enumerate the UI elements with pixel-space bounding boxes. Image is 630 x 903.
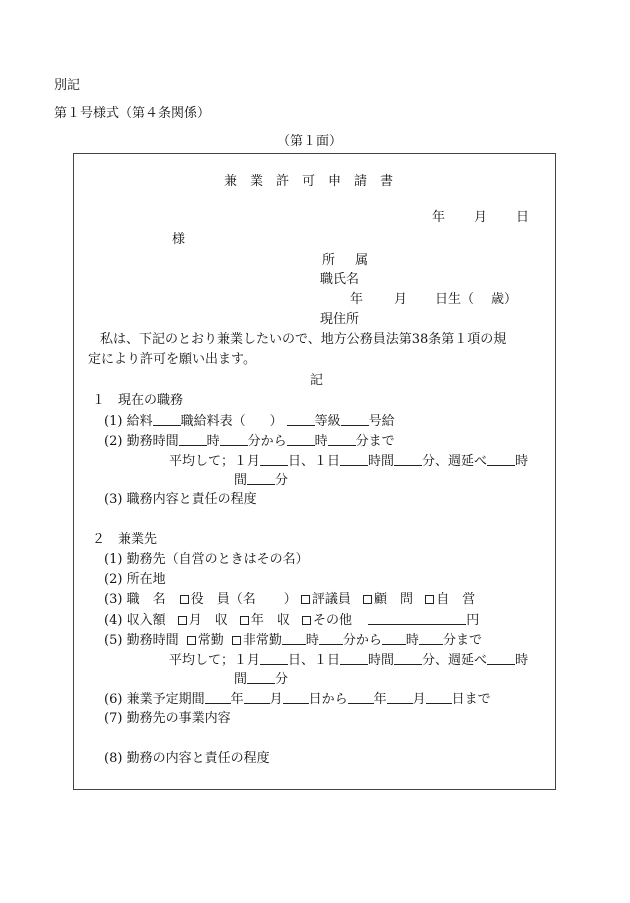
average-label: 平均して；１月	[169, 653, 261, 668]
minute-to-label: 分まで	[442, 633, 482, 648]
item-number: (2)	[104, 434, 123, 449]
blank-field	[319, 632, 343, 645]
hour-label: 時	[515, 454, 529, 469]
grade-label: 等級	[314, 414, 341, 429]
day-label: 日、１日	[288, 454, 341, 469]
sec2-average-line	[169, 652, 528, 669]
hours-suffix: 間	[234, 672, 248, 687]
hour-label: 時	[314, 434, 328, 449]
position-name-label: 職氏名	[320, 272, 360, 287]
sec2-item2	[104, 572, 166, 588]
salary-label: 給料	[126, 414, 153, 429]
item-number: (6)	[104, 692, 123, 707]
blank-field	[328, 433, 356, 446]
blank-field	[340, 453, 368, 466]
sec2-item7	[104, 711, 231, 727]
month-label: 月	[269, 692, 283, 707]
blank-field	[287, 413, 315, 426]
sec2-item1	[104, 552, 309, 568]
sec2-item8	[104, 751, 270, 767]
blank-field	[487, 453, 515, 466]
day-label: 日、１日	[288, 653, 341, 668]
option-councilor[interactable]: 評議員	[301, 592, 351, 607]
item-number: (3)	[104, 492, 123, 507]
birth-year: 年	[350, 292, 364, 307]
blank-field	[394, 652, 422, 665]
sec2-item3	[104, 592, 475, 608]
blank-field	[487, 652, 515, 665]
item-number: (3)	[104, 592, 123, 607]
employer-label: 勤務先（自営のときはその名）	[126, 552, 309, 567]
page-number: （第１面）	[277, 134, 343, 149]
blank-field	[387, 691, 413, 704]
option-annual[interactable]: 年 収	[240, 613, 290, 628]
request-text-line1: 私は、下記のとおり兼業したいので、地方公務員法第38条第１項の規	[100, 332, 507, 347]
birth-age: 歳）	[491, 292, 518, 307]
option-monthly[interactable]: 月 収	[178, 613, 228, 628]
minute-label: 分	[275, 672, 289, 687]
minute-to-label: 分まで	[355, 434, 395, 449]
minute-from-label: 分から	[247, 434, 287, 449]
option-full-time[interactable]: 常勤	[187, 633, 224, 648]
amount-field[interactable]	[368, 612, 466, 625]
birth-day: 日生（	[435, 292, 475, 307]
year-label: 年	[373, 692, 387, 707]
option-advisor[interactable]: 顧 問	[363, 592, 413, 607]
blank-field	[283, 691, 309, 704]
date-month: 月	[474, 210, 488, 225]
blank-field	[282, 632, 306, 645]
checkbox-icon[interactable]	[363, 595, 372, 604]
checkbox-icon[interactable]	[240, 616, 249, 625]
sec1-item3	[104, 492, 257, 508]
item-number: (2)	[104, 572, 123, 587]
blank-field	[247, 671, 275, 684]
salary-table-label: 職給料表（	[180, 414, 246, 429]
minute-label: 分	[275, 473, 289, 488]
day-from-label: 日から	[308, 692, 348, 707]
day-to-label: 日まで	[451, 692, 491, 707]
period-label: 兼業予定期間	[126, 692, 205, 707]
month-label: 月	[412, 692, 426, 707]
section1-heading: １ 現在の職務	[92, 393, 184, 408]
weekly-label: 分、週延べ	[422, 653, 488, 668]
checkbox-icon[interactable]	[187, 636, 196, 645]
option-other[interactable]: その他	[302, 613, 352, 628]
working-hours-label: 勤務時間	[126, 633, 179, 648]
blank-field	[341, 413, 369, 426]
weekly-label: 分、週延べ	[422, 454, 488, 469]
blank-field	[394, 453, 422, 466]
request-text-line2: 定により許可を願い出ます。	[88, 352, 256, 367]
ki-label: 記	[310, 373, 324, 388]
hour-label: 時	[405, 633, 419, 648]
checkbox-icon[interactable]	[425, 595, 434, 604]
item-number: (7)	[104, 711, 123, 726]
sec1-average-line	[169, 453, 528, 470]
checkbox-icon[interactable]	[301, 595, 310, 604]
hour-label: 時	[206, 434, 220, 449]
blank-field	[260, 453, 288, 466]
blank-field	[419, 632, 443, 645]
date-year: 年	[432, 210, 446, 225]
blank-field	[244, 691, 270, 704]
address-label: 現住所	[320, 312, 360, 327]
business-content-label: 勤務先の事業内容	[126, 711, 231, 726]
item-number: (1)	[104, 552, 123, 567]
form-title: 兼業許可申請書	[224, 174, 407, 189]
hours-label: 時間	[368, 454, 395, 469]
sec2-item6	[104, 691, 491, 708]
duties-label: 職務内容と責任の程度	[126, 492, 257, 507]
blank-field	[153, 413, 181, 426]
hours-suffix: 間	[234, 473, 248, 488]
addressee: 様	[172, 232, 186, 247]
date-day: 日	[516, 210, 530, 225]
sec2-item5	[104, 632, 482, 649]
blank-field	[179, 433, 207, 446]
blank-field	[426, 691, 452, 704]
birth-month: 月	[394, 292, 408, 307]
item-number: (4)	[104, 613, 123, 628]
position-label: 職 名	[126, 592, 166, 607]
hour-label: 時	[515, 653, 529, 668]
blank-field	[205, 691, 231, 704]
option-self-employed[interactable]: 自 営	[425, 592, 475, 607]
blank-field	[287, 433, 315, 446]
income-label: 収入額	[126, 613, 166, 628]
blank-field	[340, 652, 368, 665]
location-label: 所在地	[126, 572, 166, 587]
affiliation-label: 所 属	[322, 253, 377, 268]
sec2-average-line2	[234, 671, 288, 688]
item-number: (5)	[104, 633, 123, 648]
minute-from-label: 分から	[342, 633, 382, 648]
section2-heading: ２ 兼業先	[92, 532, 158, 547]
option-officer[interactable]: 役 員（名 ）	[180, 592, 297, 607]
blank-field	[382, 632, 406, 645]
year-label: 年	[230, 692, 244, 707]
step-label: 号給	[368, 414, 395, 429]
item-number: (8)	[104, 751, 123, 766]
working-hours-label: 勤務時間	[126, 434, 179, 449]
salary-table-close: ）	[269, 414, 283, 429]
blank-field	[247, 472, 275, 485]
sec1-item1	[104, 413, 395, 430]
sec2-item4	[104, 612, 479, 629]
item-number: (1)	[104, 414, 123, 429]
checkbox-icon[interactable]	[302, 616, 311, 625]
option-part-time[interactable]: 非常勤	[232, 633, 282, 648]
sec1-average-line2	[234, 472, 288, 489]
average-label: 平均して；１月	[169, 454, 261, 469]
blank-field	[348, 691, 374, 704]
hour-label: 時	[305, 633, 319, 648]
checkbox-icon[interactable]	[180, 595, 189, 604]
checkbox-icon[interactable]	[178, 616, 187, 625]
duties-label: 勤務の内容と責任の程度	[126, 751, 270, 766]
yen-label: 円	[466, 613, 480, 628]
sec1-item2	[104, 433, 395, 450]
hours-label: 時間	[368, 653, 395, 668]
form-number: 第１号様式（第４条関係）	[54, 106, 211, 121]
appendix-label: 別記	[54, 78, 81, 93]
blank-field	[220, 433, 248, 446]
checkbox-icon[interactable]	[232, 636, 241, 645]
blank-field	[260, 652, 288, 665]
